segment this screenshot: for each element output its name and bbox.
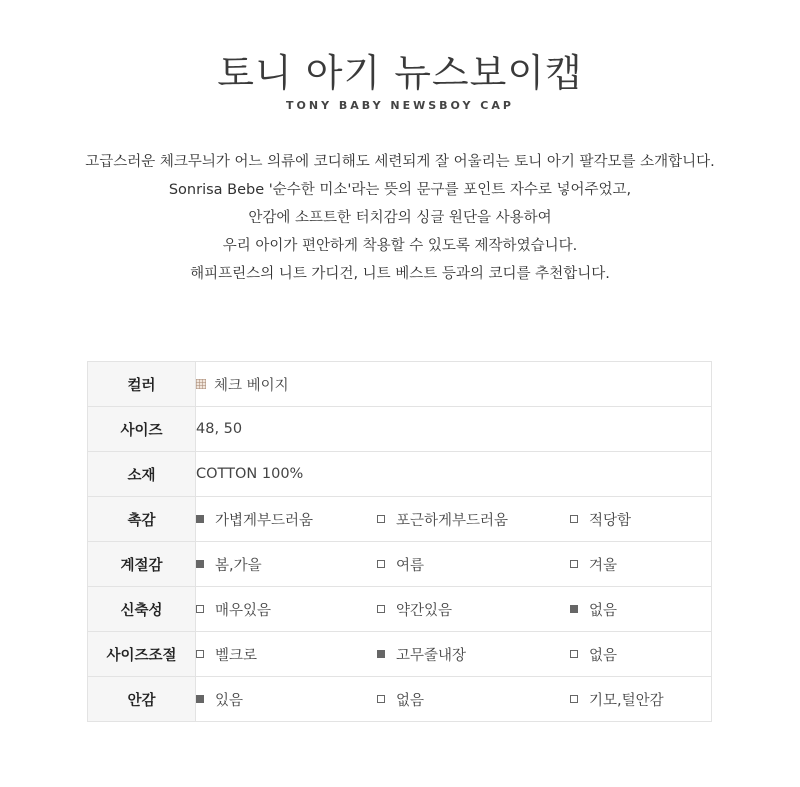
checkbox-empty-icon: [377, 515, 385, 523]
spec-row-lining: [88, 677, 712, 722]
checkbox-checked-icon: [377, 650, 385, 658]
checkbox-empty-icon: [570, 515, 578, 523]
checkbox-empty-icon: [570, 695, 578, 703]
checkbox-empty-icon: [570, 560, 578, 568]
option-item: [377, 599, 570, 620]
spec-label: 컬러: [88, 362, 196, 407]
description-line: 안감에 소프트한 터치감의 싱글 원단을 사용하여: [248, 210, 552, 226]
option-label: 적당함: [589, 512, 632, 529]
option-label: 가볍게부드러움: [215, 512, 314, 529]
option-item: [377, 509, 570, 530]
option-label: 벨크로: [215, 647, 258, 664]
option-label: 겨울: [589, 557, 618, 574]
spec-value-material: COTTON 100%: [196, 452, 712, 497]
option-label: 매우있음: [215, 602, 272, 619]
spec-label: 촉감: [88, 497, 196, 542]
spec-label: 신축성: [88, 587, 196, 632]
checkbox-empty-icon: [570, 650, 578, 658]
checkbox-empty-icon: [377, 605, 385, 613]
spec-value-size: 48, 50: [196, 407, 712, 452]
option-item: [196, 509, 377, 530]
spec-label: 소재: [88, 452, 196, 497]
spec-row-size: [88, 407, 712, 452]
spec-label: 사이즈: [88, 407, 196, 452]
option-label: 여름: [396, 557, 425, 574]
spec-row-season: [88, 542, 712, 587]
checkbox-empty-icon: [377, 695, 385, 703]
option-item: [377, 689, 570, 710]
option-item: [196, 554, 377, 575]
option-label: 없음: [396, 692, 425, 709]
check-swatch-icon: [196, 379, 206, 389]
description-line: Sonrisa Bebe '순수한 미소'라는 뜻의 문구를 포인트 자수로 넣어주었고,: [168, 182, 632, 198]
spec-label: 계절감: [88, 542, 196, 587]
description-line: 고급스러운 체크무늬가 어느 의류에 코디해도 세련되게 잘 어울리는 토니 아기 팔각모를 소개합니다.: [85, 154, 715, 170]
option-item: [377, 644, 570, 665]
option-label: 고무줄내장: [396, 647, 467, 664]
spec-row-material: [88, 452, 712, 497]
checkbox-checked-icon: [196, 560, 204, 568]
option-item: [570, 644, 617, 665]
option-item: [570, 689, 664, 710]
option-label: 기모,털안감: [589, 692, 664, 709]
spec-table: [87, 361, 712, 722]
spec-label: 안감: [88, 677, 196, 722]
checkbox-checked-icon: [196, 695, 204, 703]
option-label: 없음: [589, 647, 618, 664]
option-label: 봄,가을: [215, 557, 262, 574]
option-label: 있음: [215, 692, 244, 709]
product-description: [0, 148, 800, 288]
option-item: [196, 599, 377, 620]
option-item: [196, 644, 377, 665]
spec-row-color: [88, 362, 712, 407]
spec-value-color: 체크 베이지: [214, 377, 289, 394]
spec-row-touch: [88, 497, 712, 542]
spec-label: 사이즈조절: [88, 632, 196, 677]
option-item: [570, 509, 631, 530]
description-line: 해피프린스의 니트 가디건, 니트 베스트 등과의 코디를 추천합니다.: [190, 266, 610, 282]
checkbox-checked-icon: [196, 515, 204, 523]
option-label: 약간있음: [396, 602, 453, 619]
option-item: [570, 599, 617, 620]
option-item: [196, 689, 377, 710]
checkbox-empty-icon: [196, 605, 204, 613]
checkbox-checked-icon: [570, 605, 578, 613]
product-title: 토니 아기 뉴스보이캡: [217, 51, 583, 95]
spec-row-size-adjust: [88, 632, 712, 677]
checkbox-empty-icon: [377, 560, 385, 568]
option-item: [570, 554, 617, 575]
option-item: [377, 554, 570, 575]
spec-row-stretch: [88, 587, 712, 632]
description-line: 우리 아이가 편안하게 착용할 수 있도록 제작하였습니다.: [222, 238, 578, 254]
product-subtitle: TONY BABY NEWSBOY CAP: [286, 99, 514, 112]
option-label: 포근하게부드러움: [396, 512, 509, 529]
option-label: 없음: [589, 602, 618, 619]
checkbox-empty-icon: [196, 650, 204, 658]
